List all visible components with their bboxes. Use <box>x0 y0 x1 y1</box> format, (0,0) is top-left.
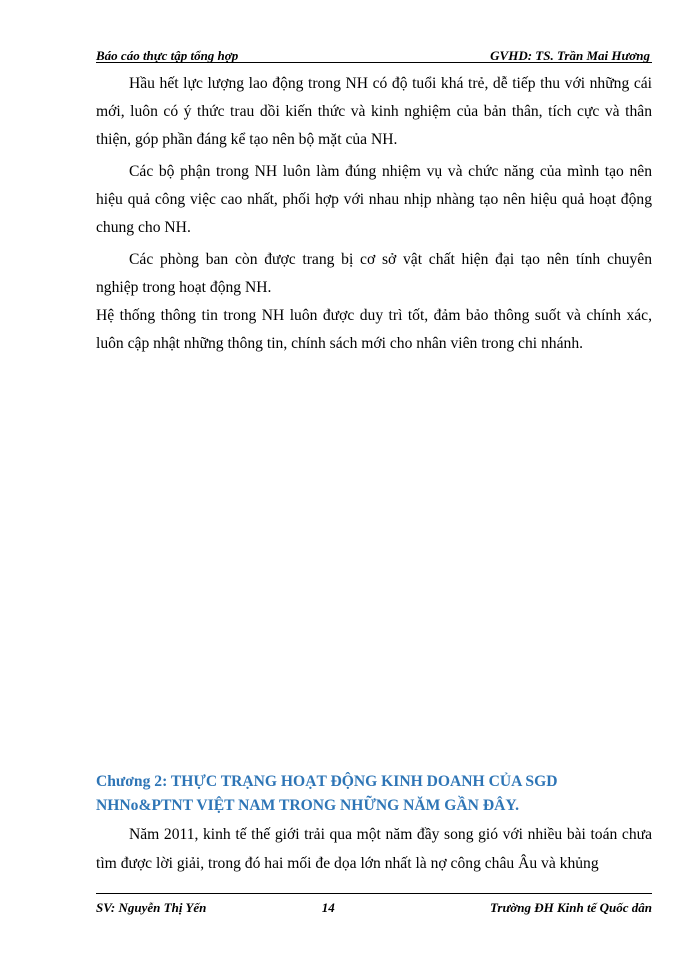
paragraph-chapter-intro: Năm 2011, kinh tế thế giới trải qua một năm đầy song gió với nhiều bài toán chưa tìm được lời giải, trong đó hai mối đe dọa lớn nhất là nợ công châu Âu và khủng <box>96 826 652 872</box>
paragraph-facilities: Các phòng ban còn được trang bị cơ sở vật chất hiện đại tạo nên tính chuyên nghiệp trong hoạt động NH. <box>96 251 652 296</box>
header-divider <box>96 62 652 63</box>
page-footer <box>96 900 652 916</box>
footer-page-number: 14 <box>321 900 335 915</box>
chapter-intro <box>96 820 652 878</box>
chapter-heading-line-2: NHNo&PTNT VIỆT NAM TRONG NHỮNG NĂM GẦN ĐÂY. <box>96 797 520 814</box>
footer-university: Trường ĐH Kinh tế Quốc dân <box>489 900 652 915</box>
paragraph-departments: Các bộ phận trong NH luôn làm đúng nhiệm vụ và chức năng của mình tạo nên hiệu quả công việc cao nhất, phối hợp với nhau nhịp nhàng tạo nên hiệu quả hoạt động chung cho NH. <box>96 163 652 236</box>
header-supervisor: GVHD: TS. Trần Mai Hương <box>490 48 650 63</box>
footer-divider <box>96 893 652 894</box>
header-report-title: Báo cáo thực tập tổng hợp <box>96 48 239 63</box>
paragraph-information-system: Hệ thống thông tin trong NH luôn được duy trì tốt, đảm bảo thông suốt và chính xác, luôn cập nhật những thông tin, chính sách mới cho nhân viên trong chi nhánh. <box>96 307 652 352</box>
chapter-heading-line-1: Chương 2: THỰC TRẠNG HOẠT ĐỘNG KINH DOANH CỦA SGD <box>96 773 558 790</box>
footer-student-name: SV: Nguyễn Thị Yến <box>96 900 207 915</box>
page-header <box>96 44 650 64</box>
body-section <box>96 70 652 358</box>
chapter-heading <box>96 770 652 818</box>
paragraph-workforce: Hầu hết lực lượng lao động trong NH có độ tuổi khá trẻ, dễ tiếp thu với những cái mới, luôn có ý thức trau dồi kiến thức và kinh nghiệm của bản thân, tích cực và thân thiện, góp phần đáng kể tạo nên bộ mặt của NH. <box>96 75 652 148</box>
